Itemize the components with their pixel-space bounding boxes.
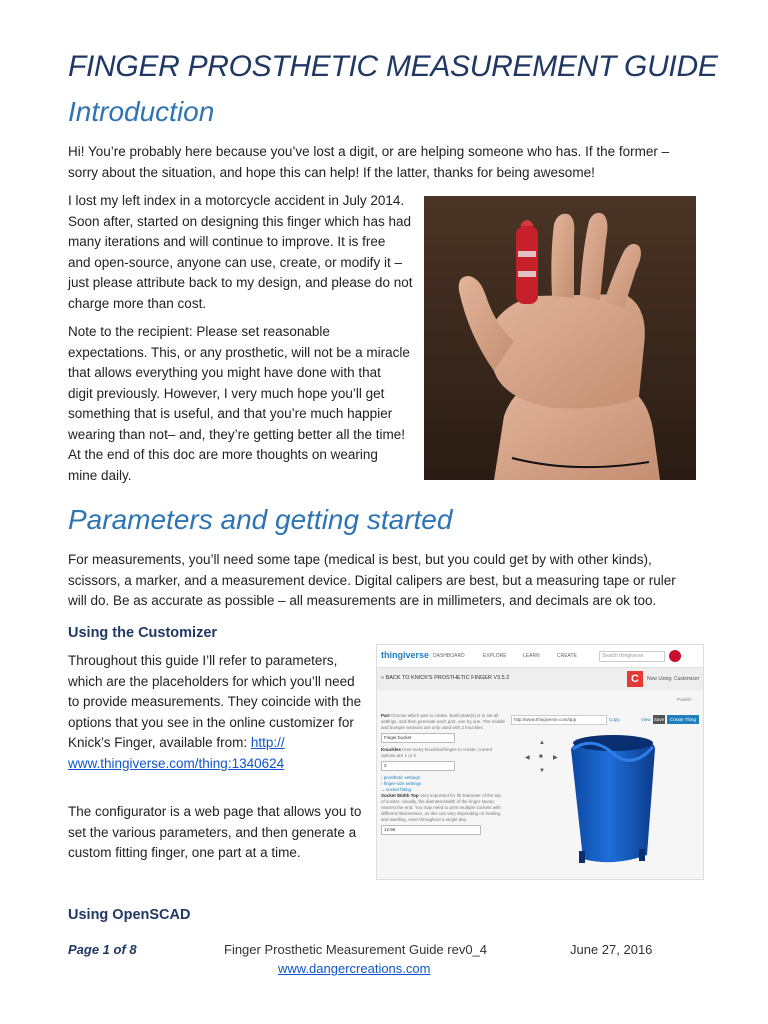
customizer-line-with-link <box>68 733 368 754</box>
copy-link: Copy <box>609 717 620 722</box>
customizer-paragraph-1 <box>68 651 368 774</box>
customizer-heading: Using the Customizer <box>68 625 218 641</box>
socket-width-input: 12.96 <box>381 825 481 835</box>
intro-p2-line: many iterations and will continue to improve. It is free <box>68 234 386 249</box>
customizer-line: options that you see in the online customizer for <box>68 714 354 730</box>
thingiverse-link-part2[interactable]: www.thingiverse.com/thing:1340624 <box>68 755 285 771</box>
socket-width-desc: Very important for fit! Diameter of the top of socket. Usually, the diameter/width of the finger stump nearest the end. You may need to print multiple sockets with different thicknesses, as this can vary depending on healing, and swelling, even throughout a single day. <box>381 793 502 822</box>
intro-p2-line: and open-source, anyone can use, create, or modify it – <box>68 254 402 270</box>
customizer-line: custom fitting finger, one part at a time. <box>68 845 301 860</box>
intro-p2-line: I lost my left index in a motorcycle accident in July 2014. <box>68 193 405 208</box>
intro-p3-line: Note to the recipient: Please set reasonable <box>68 324 330 339</box>
hand-prosthetic-photo <box>424 196 696 480</box>
openscad-heading: Using OpenSCAD <box>68 907 191 923</box>
intro-paragraph-2 <box>68 191 418 314</box>
create-thing-button: Create Thing <box>667 715 699 724</box>
intro-p3-line: wearing than not– and, they’re getting better all the time! <box>68 426 405 442</box>
home-icon: ■ <box>539 754 543 760</box>
publish-label: Publish <box>677 697 692 702</box>
footer-page-number: Page 1 of 8 <box>68 942 137 957</box>
parameters-paragraph <box>68 550 728 612</box>
intro-p2-line: just please attribute back to my design, and please do not <box>68 275 413 290</box>
thingiverse-link-part1[interactable]: http:// <box>250 735 285 750</box>
customizer-paragraph-2 <box>68 802 368 864</box>
socket-width-label: Socket Width Top <box>381 793 419 798</box>
footer-date: June 27, 2016 <box>570 942 653 957</box>
intro-p3-line: something that is useful, and that you’re much happier <box>68 406 393 421</box>
intro-paragraph-3 <box>68 322 418 486</box>
parameters-line: scissors, a marker, and a measurement device. Digital calipers are best, but a measuring tape or ruler <box>68 572 676 588</box>
customizer-options-panel <box>381 713 505 839</box>
customizer-line: Knick’s Finger, available from: <box>68 735 251 750</box>
customizer-line: The configurator is a web page that allows you to <box>68 804 362 819</box>
save-button: Save <box>653 717 665 722</box>
intro-p3-line: digit previously. However, I very much hope you’ll get <box>68 385 385 401</box>
nav-explore: EXPLORE <box>483 653 507 659</box>
view-rotate-controls <box>525 740 561 776</box>
view-link: View <box>641 717 651 722</box>
customizer-line: which are the placeholders for which you’ll need <box>68 673 355 689</box>
finger-size-settings-link: › finger-size settings <box>381 781 422 786</box>
intro-p1-line1: Hi! You’re probably here because you’ve lost a digit, or are helping someone who has. If the former – <box>68 144 670 159</box>
footer-doc-title: Finger Prosthetic Measurement Guide rev0_4 <box>224 942 488 957</box>
intro-p3-line: that allows everything you might have done with that <box>68 365 381 380</box>
intro-p2-line: Soon after, started on designing this finger which has had <box>68 213 411 229</box>
knuckles-select: 2 <box>381 761 455 771</box>
intro-p2-line: charge more than cost. <box>68 295 207 311</box>
thingiverse-logo: thingiverse <box>381 650 430 660</box>
screenshot-search: Search thingiverse <box>599 651 665 662</box>
knuckles-label: Knuckles <box>381 747 402 752</box>
socket-fitting-link: ⌄ socket fitting <box>381 787 412 792</box>
introduction-heading: Introduction <box>68 96 215 127</box>
intro-p3-line: At the end of this doc are more thoughts on wearing <box>68 447 378 462</box>
nav-create: CREATE <box>557 653 577 659</box>
customizer-line: to provide measurements. They coincide with the <box>68 694 362 709</box>
intro-p3-line: expectations. This, or any prosthetic, will not be a miracle <box>68 344 410 360</box>
customizer-c-logo-icon: C <box>627 671 643 687</box>
arrow-down-icon: ▼ <box>539 768 545 774</box>
knuckles-desc: How many knuckles/hinges to create; current options are 1 or 2 <box>381 747 493 758</box>
parameters-heading: Parameters and getting started <box>68 504 453 535</box>
nav-learn: LEARN <box>523 653 540 659</box>
prosthetic-settings-link: › prosthetic settings <box>381 775 421 780</box>
now-using-label: Now Using: Customizer <box>647 676 700 682</box>
hand-illustration <box>424 196 696 480</box>
part-label: Part <box>381 713 390 718</box>
customizer-line: Throughout this guide I’ll refer to parameters, <box>68 653 338 668</box>
intro-p1-line2: sorry about the situation, and hope this can help! If the latter, thanks for being awesome! <box>68 164 595 180</box>
nav-dashboard: DASHBOARD <box>433 653 465 659</box>
customizer-line: set the various parameters, and then generate a <box>68 824 357 840</box>
part-desc: Choose which part to create. Build plate(s) is to set all settings, and then generate each part, one by one. The middle and bumper sections are only used with 2 knuckles. <box>381 713 506 730</box>
back-link: « BACK TO KNICK'S PROSTHETIC FINGER V3.5.2 <box>381 675 510 681</box>
document-title: FINGER PROSTHETIC MEASUREMENT GUIDE <box>68 50 718 83</box>
parameters-line: will do. Be as accurate as possible – all measurements are in millimeters, and decimals are ok too. <box>68 593 657 608</box>
customizer-screenshot <box>376 644 704 880</box>
socket-3d-render <box>563 725 663 875</box>
avatar-icon <box>669 650 681 662</box>
parameters-line: For measurements, you’ll need some tape (medical is best, but you could get by with other kinds), <box>68 552 652 567</box>
part-select: Finger bucket <box>381 733 455 743</box>
intro-p3-line: mine daily. <box>68 467 132 483</box>
share-url-field: http://www.thingiverse.com/app <box>511 715 607 725</box>
footer-website-link[interactable]: www.dangercreations.com <box>278 961 431 976</box>
arrow-left-icon: ◀ <box>525 755 530 761</box>
intro-paragraph-1 <box>68 142 708 183</box>
arrow-up-icon: ▲ <box>539 740 545 746</box>
arrow-right-icon: ▶ <box>553 755 558 761</box>
